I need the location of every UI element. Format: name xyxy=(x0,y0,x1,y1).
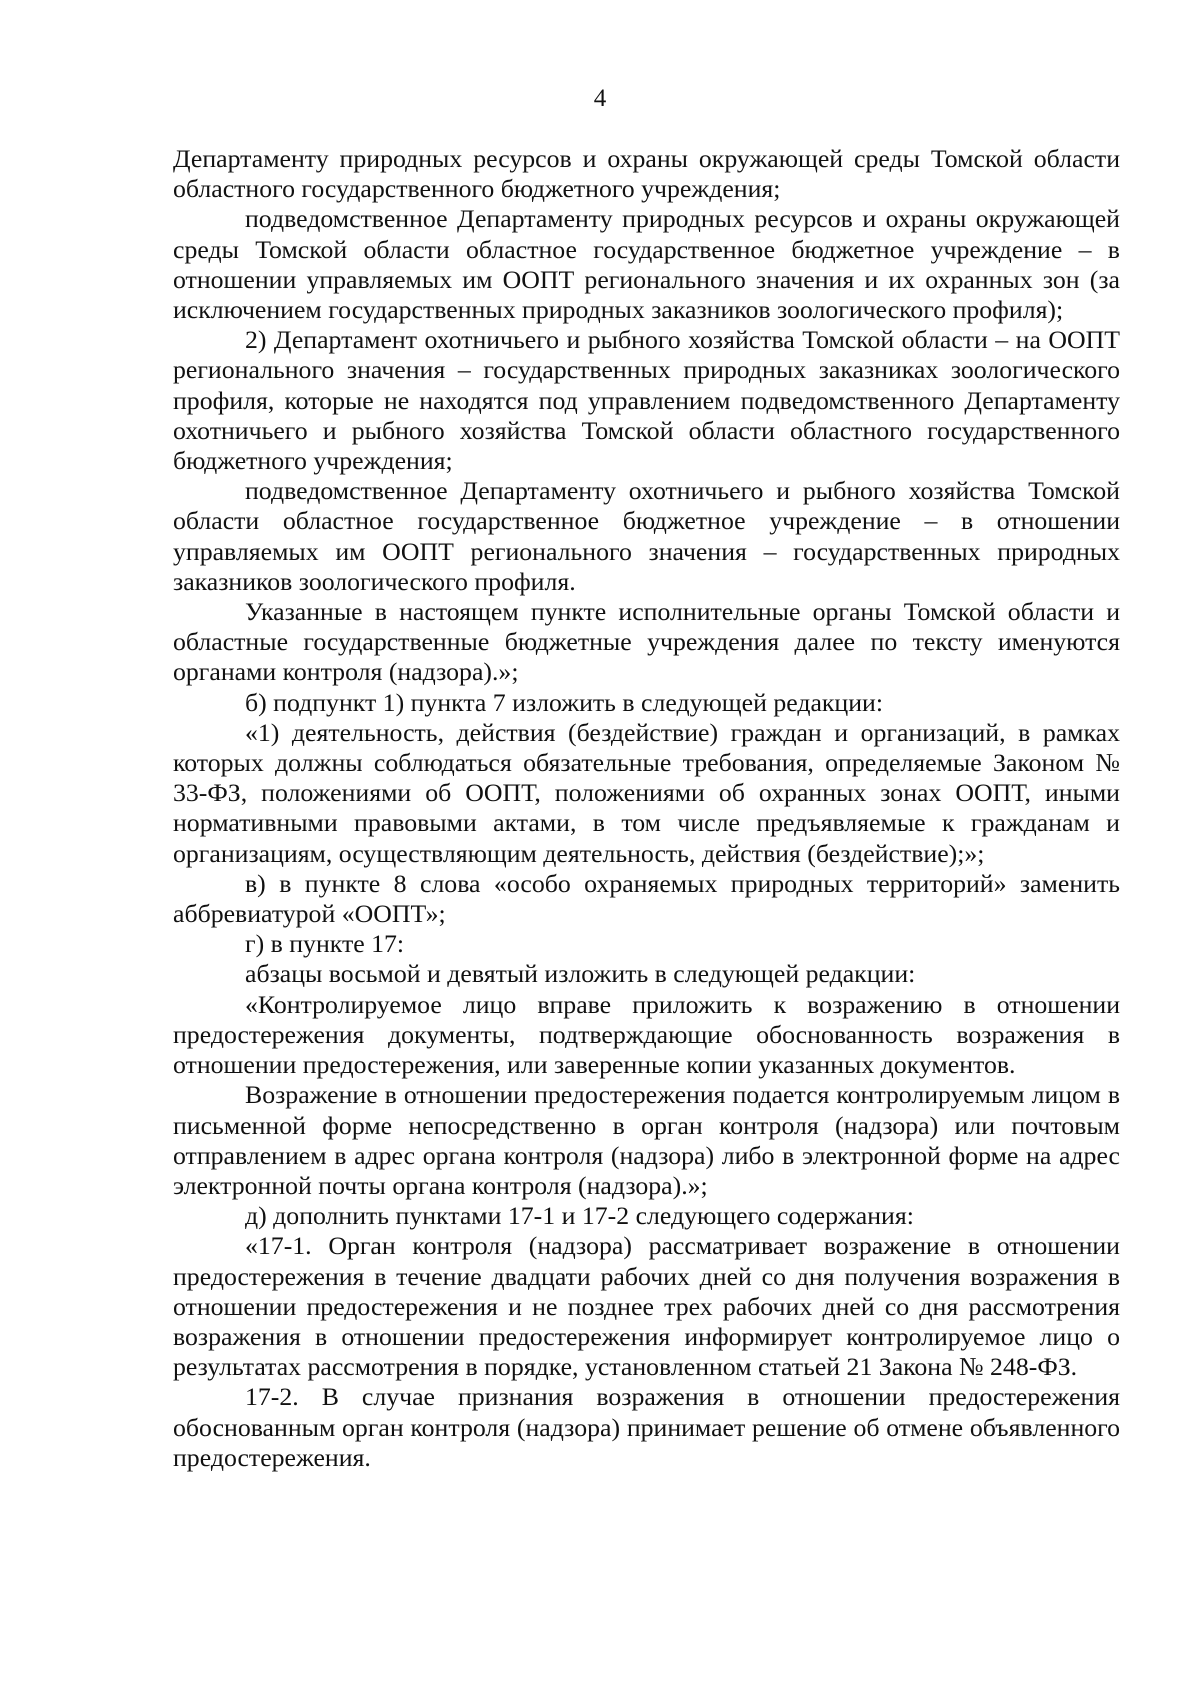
paragraph-9: г) в пункте 17: xyxy=(245,929,405,959)
paragraph-8: в) в пункте 8 слова «особо охраняемых природных территорий» заменить аббревиатурой «ООПТ»; xyxy=(173,868,1120,929)
paragraph-11: «Контролируемое лицо вправе приложить к возражению в отношении предостережения документы, подтверждающие обоснованность возражения в отношении предостережения, или заверенные копии указанных документов. xyxy=(173,989,1120,1080)
paragraph-3: 2) Департамент охотничьего и рыбного хозяйства Томской области – на ООПТ регионального значения – государственных природных заказниках зоологического профиля, которые не находятся под управлением подведомственного Департаменту охотничьего и рыбного хозяйства Томской области областного государственного бюджетного учреждения; xyxy=(173,325,1120,476)
paragraph-5: Указанные в настоящем пункте исполнительные органы Томской области и областные государственные бюджетные учреждения далее по тексту именуются органами контроля (надзора).»; xyxy=(173,597,1120,687)
page-number: 4 xyxy=(593,85,607,112)
paragraph-6: б) подпункт 1) пункта 7 изложить в следующей редакции: xyxy=(245,687,884,717)
paragraph-12: Возражение в отношении предостережения подается контролируемым лицом в письменной форме непосредственно в орган контроля (надзора) или почтовым отправлением в адрес органа контроля (надзора) либо в электронной форме на адрес электронной почты органа контроля (надзора).»; xyxy=(173,1080,1120,1200)
paragraph-10: абзацы восьмой и девятый изложить в следующей редакции: xyxy=(245,959,916,989)
paragraph-14: «17-1. Орган контроля (надзора) рассматривает возражение в отношении предостережения в течение двадцати рабочих дней со дня получения возражения в отношении предостережения и не позднее трех рабочих дней со дня рассмотрения возражения в отношении предостережения информирует контролируемое лицо о результатах рассмотрения в порядке, установленном статьей 21 Закона № 248-ФЗ. xyxy=(173,1231,1120,1382)
paragraph-15: 17-2. В случае признания возражения в отношении предостережения обоснованным орган контроля (надзора) принимает решение об отмене объявленного предостережения. xyxy=(173,1382,1120,1472)
paragraph-4: подведомственное Департаменту охотничьего и рыбного хозяйства Томской области областное государственное бюджетное учреждение – в отношении управляемых им ООПТ регионального значения – государственных природных заказников зоологического профиля. xyxy=(173,476,1120,596)
paragraph-1: Департаменту природных ресурсов и охраны окружающей среды Томской области областного государственного бюджетного учреждения; xyxy=(173,144,1120,204)
paragraph-13: д) дополнить пунктами 17-1 и 17-2 следующего содержания: xyxy=(245,1201,914,1231)
document-body xyxy=(173,144,1120,1473)
paragraph-2: подведомственное Департаменту природных ресурсов и охраны окружающей среды Томской области областное государственное бюджетное учреждение – в отношении управляемых им ООПТ регионального значения и их охранных зон (за исключением государственных природных заказников зоологического профиля); xyxy=(173,204,1120,325)
paragraph-7: «1) деятельность, действия (бездействие) граждан и организаций, в рамках которых должны соблюдаться обязательные требования, определяемые Законом № 33-ФЗ, положениями об ООПТ, положениями об охранных зонах ООПТ, иными нормативными правовыми актами, в том числе предъявляемые к гражданам и организациям, осуществляющим деятельность, действия (бездействие);»; xyxy=(173,717,1120,868)
